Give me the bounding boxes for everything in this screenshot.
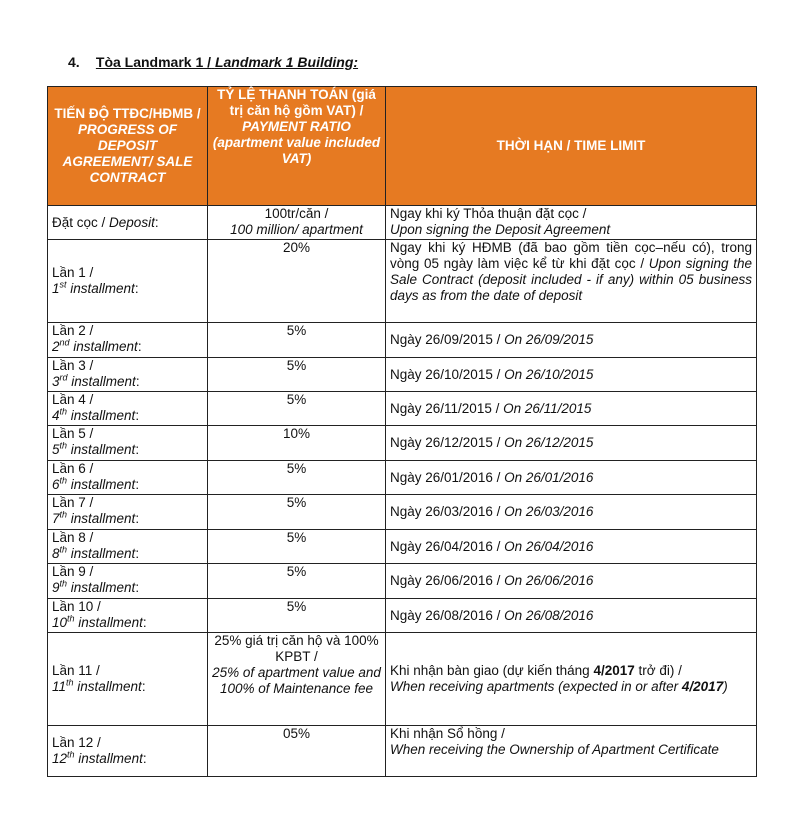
header-time-limit: THỜI HẠN / TIME LIMIT bbox=[386, 87, 757, 206]
stage-cell: Lần 7 / 7th installment: bbox=[48, 495, 208, 530]
section-title: Tòa Landmark 1 / Landmark 1 Building: bbox=[95, 54, 359, 70]
time-cell: Ngày 26/01/2016 / On 26/01/2016 bbox=[386, 461, 757, 495]
payment-schedule-table bbox=[47, 86, 757, 777]
stage-cell: Lần 2 / 2nd installment: bbox=[48, 323, 208, 358]
stage-cell: Đặt cọc / Deposit: bbox=[48, 206, 208, 240]
stage-cell: Lần 4 / 4th installment: bbox=[48, 392, 208, 426]
time-cell: Khi nhận Sổ hồng / When receiving the Ownership of Apartment Certificate bbox=[386, 726, 757, 777]
ratio-cell: 5% bbox=[208, 392, 386, 426]
stage-cell: Lần 8 / 8th installment: bbox=[48, 530, 208, 564]
stage-cell: Lần 3 / 3rd installment: bbox=[48, 358, 208, 392]
table-row bbox=[48, 240, 757, 323]
header-payment-ratio: TỶ LỆ THANH TOÁN (giá trị căn hộ gồm VAT) / PAYMENT RATIO (apartment value included VAT) bbox=[208, 87, 386, 206]
header-progress: TIẾN ĐỘ TTĐC/HĐMB / PROGRESS OF DEPOSIT AGREEMENT/ SALE CONTRACT bbox=[48, 87, 208, 206]
stage-cell: Lần 12 / 12th installment: bbox=[48, 726, 208, 777]
ratio-cell: 100tr/căn / 100 million/ apartment bbox=[208, 206, 386, 240]
table-row bbox=[48, 323, 757, 358]
table-row-deposit bbox=[48, 206, 757, 240]
ratio-cell: 5% bbox=[208, 564, 386, 599]
table-row bbox=[48, 564, 757, 599]
table-row bbox=[48, 392, 757, 426]
time-cell: Ngày 26/12/2015 / On 26/12/2015 bbox=[386, 426, 757, 461]
table-row bbox=[48, 599, 757, 633]
table-row bbox=[48, 633, 757, 726]
time-cell: Ngày 26/10/2015 / On 26/10/2015 bbox=[386, 358, 757, 392]
time-cell: Khi nhận bàn giao (dự kiến tháng 4/2017 trở đi) / When receiving apartments (expected in or after 4/2017) bbox=[386, 633, 757, 726]
stage-cell: Lần 11 / 11th installment: bbox=[48, 633, 208, 726]
stage-cell: Lần 9 / 9th installment: bbox=[48, 564, 208, 599]
table-row bbox=[48, 358, 757, 392]
stage-cell: Lần 10 / 10th installment: bbox=[48, 599, 208, 633]
table-row bbox=[48, 461, 757, 495]
time-cell: Ngày 26/09/2015 / On 26/09/2015 bbox=[386, 323, 757, 358]
stage-cell: Lần 6 / 6th installment: bbox=[48, 461, 208, 495]
ratio-cell: 5% bbox=[208, 530, 386, 564]
ratio-cell: 5% bbox=[208, 599, 386, 633]
table-row bbox=[48, 530, 757, 564]
time-cell: Ngay khi ký HĐMB (đã bao gồm tiền cọc–nếu có), trong vòng 05 ngày làm việc kể từ khi đặt cọc / Upon signing the Sale Contract (deposit included - if any) within 05 business days as from the date of deposit bbox=[386, 240, 757, 323]
ratio-cell: 10% bbox=[208, 426, 386, 461]
ratio-cell: 5% bbox=[208, 461, 386, 495]
time-cell: Ngày 26/06/2016 / On 26/06/2016 bbox=[386, 564, 757, 599]
time-cell: Ngày 26/04/2016 / On 26/04/2016 bbox=[386, 530, 757, 564]
table-row bbox=[48, 426, 757, 461]
section-number: 4. bbox=[68, 54, 80, 70]
time-cell: Ngày 26/03/2016 / On 26/03/2016 bbox=[386, 495, 757, 530]
table-header-row bbox=[48, 87, 757, 206]
stage-cell: Lần 1 / 1st installment: bbox=[48, 240, 208, 323]
ratio-cell: 25% giá trị căn hộ và 100% KPBT / 25% of apartment value and 100% of Maintenance fee bbox=[208, 633, 386, 726]
ratio-cell: 20% bbox=[208, 240, 386, 323]
stage-cell: Lần 5 / 5th installment: bbox=[48, 426, 208, 461]
time-cell: Ngày 26/08/2016 / On 26/08/2016 bbox=[386, 599, 757, 633]
section-heading bbox=[68, 54, 358, 70]
ratio-cell: 5% bbox=[208, 323, 386, 358]
ratio-cell: 5% bbox=[208, 495, 386, 530]
time-cell: Ngày 26/11/2015 / On 26/11/2015 bbox=[386, 392, 757, 426]
table-row bbox=[48, 726, 757, 777]
ratio-cell: 5% bbox=[208, 358, 386, 392]
ratio-cell: 05% bbox=[208, 726, 386, 777]
time-cell: Ngay khi ký Thỏa thuận đặt cọc / Upon signing the Deposit Agreement bbox=[386, 206, 757, 240]
table-row bbox=[48, 495, 757, 530]
